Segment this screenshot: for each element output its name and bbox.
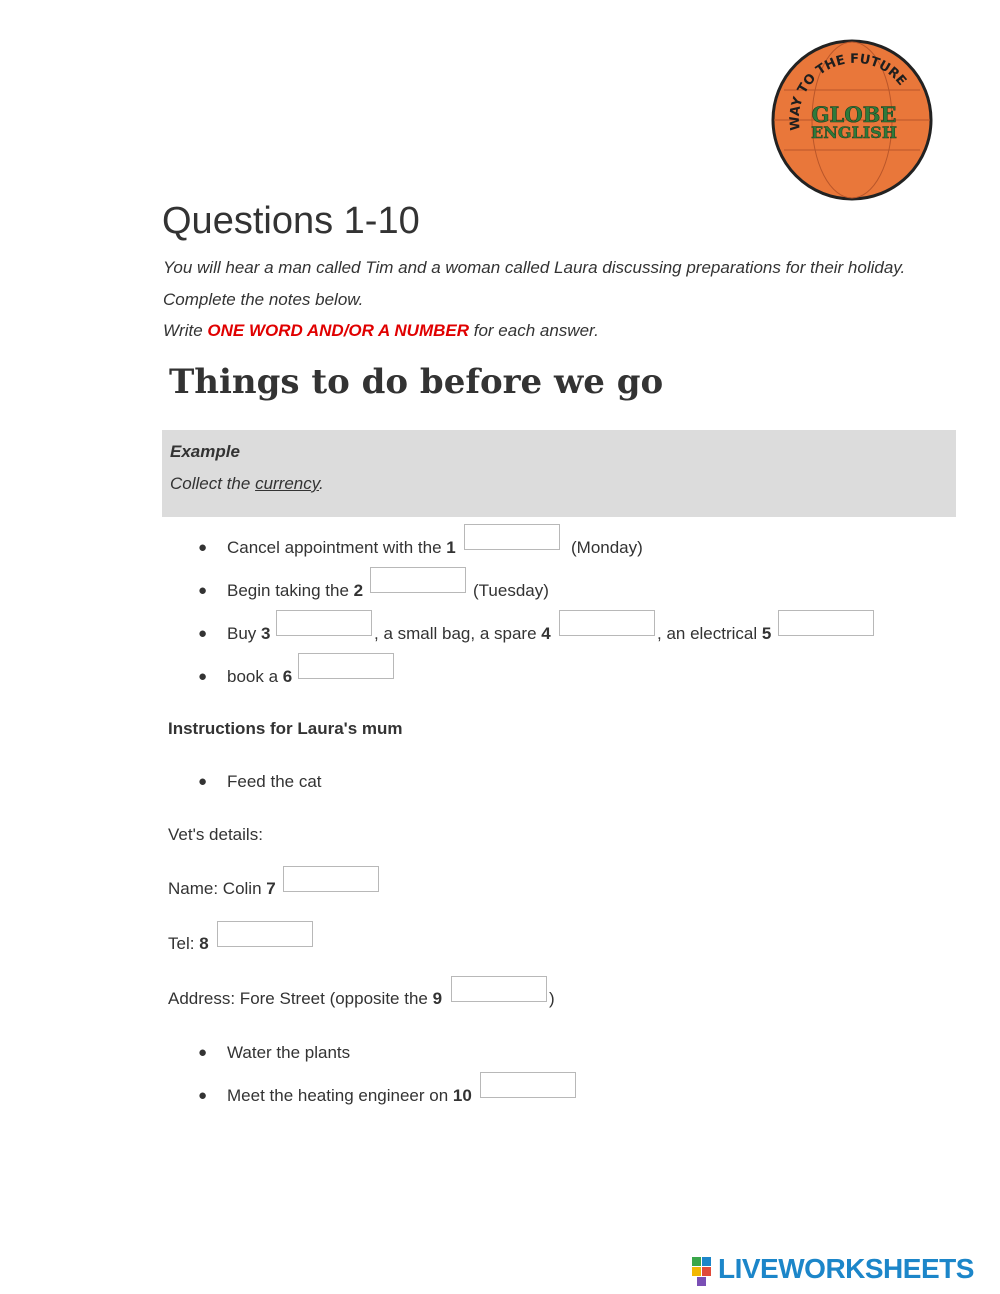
answer-input-8[interactable] [217,921,313,947]
meet-engineer-label [227,1086,472,1106]
item-q1-label [227,538,456,558]
vet-name-number: 7 [266,879,276,898]
logo-cube-icon [697,1277,706,1286]
example-text [170,474,324,494]
item-q3-label [227,624,271,644]
item-q6-number: 6 [282,667,293,686]
item-q5-text: , an electrical [657,624,758,643]
logo-ring-text: WAY TO THE FUTURE [787,51,910,131]
item-q3-text: Buy [227,624,257,643]
logo-cube-icon [702,1267,711,1276]
item-q3-number: 3 [261,624,271,643]
bullet-icon: ● [198,668,208,685]
vet-tel-number: 8 [199,934,209,953]
example-suffix: . [319,474,324,493]
item-q1-suffix: (Monday) [571,538,643,557]
answer-input-4[interactable] [559,610,655,636]
item-q5-label [657,624,771,644]
answer-input-3[interactable] [276,610,372,636]
item-q6-label [227,667,292,687]
vet-tel-text: Tel: [168,934,195,953]
example-prefix: Collect the [170,474,251,493]
page-title: Questions 1-10 [162,200,420,242]
instructions-text: Complete the notes below. [163,290,364,309]
vet-address-number: 9 [432,989,443,1008]
mum-heading: Instructions for Laura's mum [168,719,403,738]
example-label: Example [170,442,240,461]
example-answer: currency [255,474,319,493]
bullet-icon: ● [198,1044,208,1061]
vet-name-label [168,879,276,899]
logo-cube-icon [702,1257,711,1266]
item-q6-text: book a [227,667,279,686]
answer-input-7[interactable] [283,866,379,892]
meet-engineer-number: 10 [452,1086,472,1105]
answer-format-emphasis: ONE WORD AND/OR A NUMBER [207,321,470,340]
item-q2-number: 2 [353,581,364,600]
item-q2-suffix: (Tuesday) [473,581,549,600]
answer-input-10[interactable] [480,1072,576,1098]
item-q1-number: 1 [446,538,456,557]
answer-input-5[interactable] [778,610,874,636]
logo-cube-icon [692,1257,701,1266]
bullet-icon: ● [198,625,208,642]
item-q5-number: 5 [761,624,772,643]
feed-cat-text: Feed the cat [227,772,322,791]
item-q4-label [374,624,551,644]
answer-input-2[interactable] [370,567,466,593]
logo-line-2: ENGLISH [811,123,897,142]
meet-engineer-text: Meet the heating engineer on [227,1086,449,1105]
vet-address-text: Address: Fore Street (opposite the [168,989,428,1008]
globe-english-logo [770,38,934,202]
vet-name-text: Name: Colin [168,879,262,898]
example-box [162,430,956,517]
vet-address-label [168,989,442,1009]
bullet-icon: ● [198,1087,208,1104]
logo-line-1: GLOBE [811,102,897,127]
intro-text: You will hear a man called Tim and a woman called Laura discussing preparations for their holiday. [163,258,906,277]
answer-format-prefix: Write [163,321,203,340]
bullet-icon: ● [198,582,208,599]
answer-format-suffix: for each answer. [473,321,599,340]
answer-input-6[interactable] [298,653,394,679]
item-q4-number: 4 [541,624,551,643]
vet-details-label: Vet's details: [168,825,263,844]
liveworksheets-brand-text: LIVEWORKSHEETS [718,1253,974,1284]
item-q2-label [227,581,363,601]
vet-tel-label [168,934,209,954]
bullet-icon: ● [198,773,208,790]
vet-address-close: ) [549,989,555,1008]
item-q4-text: , a small bag, a spare [374,624,537,643]
answer-format-instruction [163,321,599,341]
logo-cube-icon [692,1267,701,1276]
water-plants-text: Water the plants [227,1043,351,1062]
item-q2-text: Begin taking the [227,581,349,600]
answer-input-1[interactable] [464,524,560,550]
item-q1-text: Cancel appointment with the [227,538,442,557]
answer-input-9[interactable] [451,976,547,1002]
section-heading: Things to do before we go [169,362,664,402]
bullet-icon: ● [198,539,208,556]
